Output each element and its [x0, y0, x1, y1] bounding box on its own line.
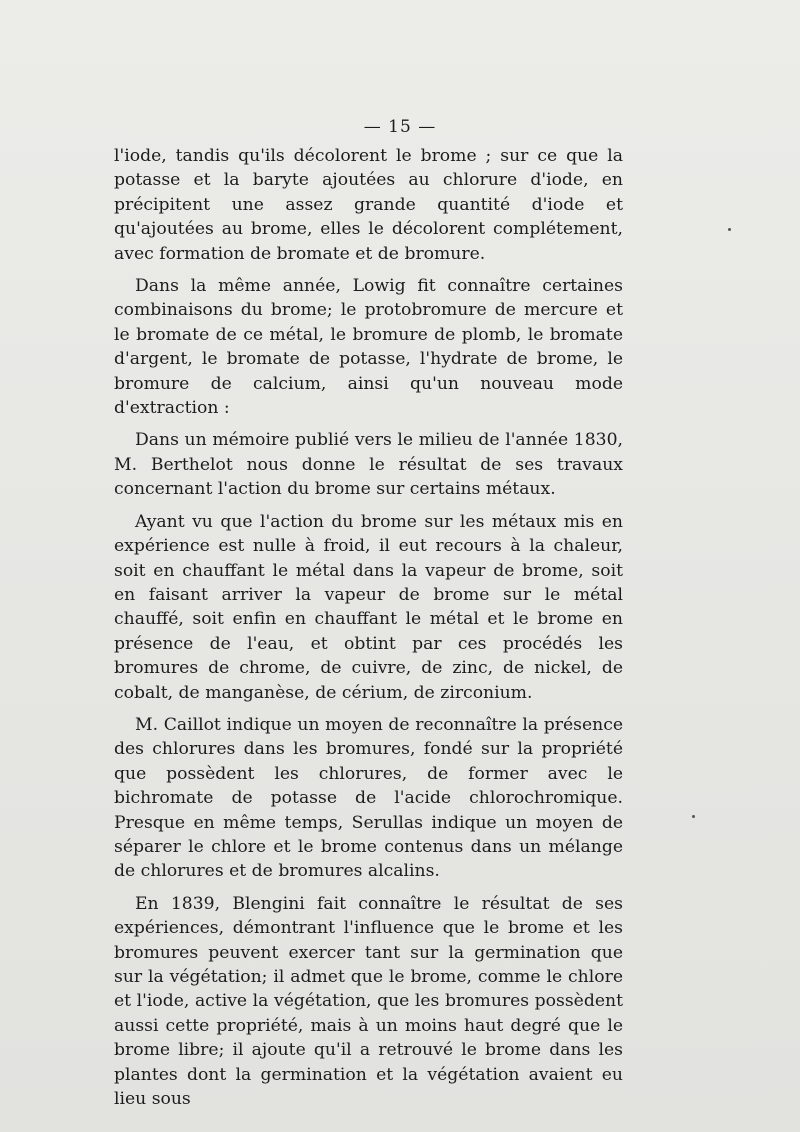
page-body [114, 144, 623, 1119]
paragraph-5: M. Caillot indique un moyen de reconnaître la présence des chlorures dans les bromures, fondé sur la propriété que possèdent les chlorures, de former avec le bichromate de potasse de l'acide chlorochromique. Presque en même temps, Serullas indique un moyen de séparer le chlore et le brome contenus dans un mélange de chlorures et de bromures alcalins. [114, 714, 623, 882]
paragraph-6: En 1839, Blengini fait connaître le résultat de ses expériences, démontrant l'influence que le brome et les bromures peuvent exercer tant sur la germination que sur la végétation; il admet que le brome, comme le chlore et l'iode, active la végétation, que les bromures possèdent aussi cette propriété, mais à un moins haut degré que le brome libre; il ajoute qu'il a retrouvé le brome dans les plantes dont la germination et la végétation avaient eu lieu sous [114, 893, 623, 1110]
paragraph-1: l'iode, tandis qu'ils décolorent le brome ; sur ce que la potasse et la baryte ajoutées au chlorure d'iode, en précipitent une assez grande quantité d'iode et qu'ajoutées au brome, elles le décolorent complétement, avec formation de bromate et de bromure. [114, 146, 623, 264]
paper-speck [728, 228, 731, 231]
paragraph-2: Dans la même année, Lowig fit connaître certaines combinaisons du brome; le protobromure de mercure et le bromate de ce métal, le bromure de plomb, le bromate d'argent, le bromate de potasse, l'hydrate de brome, le bromure de calcium, ainsi qu'un nouveau mode d'extraction : [114, 276, 623, 419]
page-number: — 15 — [363, 117, 437, 137]
paper-speck [692, 815, 695, 818]
paragraph-4: Ayant vu que l'action du brome sur les métaux mis en expérience est nulle à froid, il eut recours à la chaleur, soit en chauffant le métal dans la vapeur de brome, soit en faisant arriver la vapeur de brome sur le métal chauffé, soit enfin en chauffant le métal et le brome en présence de l'eau, et obtint par ces procédés les bromures de chrome, de cuivre, de zinc, de nickel, de cobalt, de manganèse, de cérium, de zirconium. [114, 511, 623, 703]
paragraph-3: Dans un mémoire publié vers le milieu de l'année 1830, M. Berthelot nous donne le résultat de ses travaux concernant l'action du brome sur certains métaux. [114, 430, 623, 500]
